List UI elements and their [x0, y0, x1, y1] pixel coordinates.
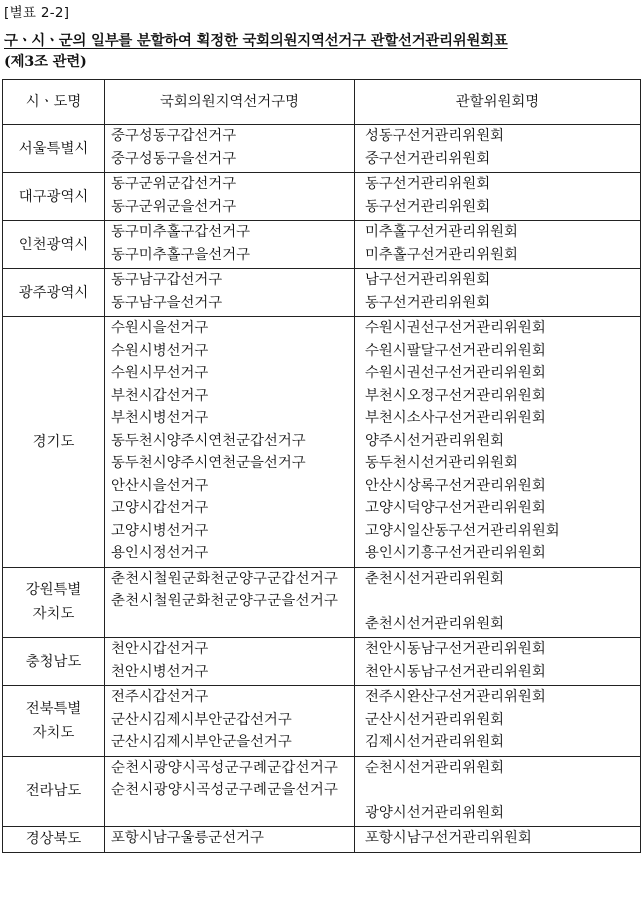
committee-name: 남구선거관리위원회	[365, 272, 491, 288]
committee-name: 포항시남구선거관리위원회	[365, 830, 532, 846]
committee-cell	[355, 638, 641, 686]
district-name: 동두천시양주시연천군을선거구	[111, 455, 306, 471]
committee-name: 동구선거관리위원회	[365, 176, 491, 192]
committee-name: 천안시동남구선거관리위원회	[365, 641, 546, 657]
committee-cell	[355, 827, 641, 853]
district-committee-table	[2, 79, 641, 853]
district-name: 부천시갑선거구	[111, 387, 209, 404]
district-name: 천안시갑선거구	[111, 641, 209, 657]
region-cell: 전라남도	[3, 756, 105, 827]
district-cell	[105, 567, 355, 638]
committee-name: 춘천시선거관리위원회	[365, 615, 505, 632]
district-name: 고양시갑선거구	[111, 500, 209, 516]
header-district: 국회의원지역선거구명	[105, 80, 355, 125]
district-cell	[105, 173, 355, 221]
header-province: 시ㆍ도명	[3, 80, 105, 125]
region-cell	[3, 686, 105, 757]
committee-name: 동구선거관리위원회	[365, 294, 491, 311]
region-name-line: 강원특별	[25, 582, 82, 599]
table-row	[3, 567, 641, 638]
district-name: 천안시병선거구	[111, 663, 209, 680]
committee-name: 성동구선거관리위원회	[365, 128, 505, 144]
committee-cell	[355, 756, 641, 827]
district-name: 중구성동구을선거구	[111, 150, 237, 167]
region-name-line: 자치도	[32, 724, 75, 741]
table-row	[3, 269, 641, 317]
committee-gap	[365, 590, 640, 613]
table-row	[3, 756, 641, 827]
table-row	[3, 827, 641, 853]
committee-name: 고양시덕양구선거관리위원회	[365, 500, 546, 516]
committee-name: 수원시팔달구선거관리위원회	[365, 342, 546, 359]
district-cell	[105, 221, 355, 269]
table-row	[3, 317, 641, 568]
committee-name: 동구선거관리위원회	[365, 198, 491, 215]
district-cell	[105, 638, 355, 686]
committee-gap	[365, 779, 640, 802]
committee-name: 춘천시선거관리위원회	[365, 570, 505, 587]
document-title: 구ㆍ시ㆍ군의 일부를 분할하여 획정한 국회의원지역선거구 관할선거관리위원회표	[4, 32, 508, 49]
district-name: 동구미추홀구갑선거구	[111, 224, 251, 240]
committee-cell	[355, 567, 641, 638]
committee-name: 수원시권선구선거관리위원회	[365, 320, 546, 336]
district-name: 순천시광양시곡성군구례군을선거구	[111, 782, 339, 798]
district-name: 군산시김제시부안군을선거구	[111, 734, 292, 750]
district-name: 수원시병선거구	[111, 342, 209, 359]
district-name: 동구남구을선거구	[111, 294, 223, 311]
committee-name: 천안시동남구선거관리위원회	[365, 663, 546, 680]
district-name: 춘천시철원군화천군양구군을선거구	[111, 593, 339, 609]
region-cell: 대구광역시	[3, 173, 105, 221]
header-committee: 관할위원회명	[355, 80, 641, 125]
committee-name: 중구선거관리위원회	[365, 150, 491, 167]
district-name: 포항시남구울릉군선거구	[111, 830, 264, 846]
region-cell: 인천광역시	[3, 221, 105, 269]
committee-name: 광양시선거관리위원회	[365, 804, 505, 821]
table-row	[3, 221, 641, 269]
district-name: 수원시을선거구	[111, 320, 209, 336]
region-cell: 광주광역시	[3, 269, 105, 317]
district-name: 동두천시양주시연천군갑선거구	[111, 432, 306, 449]
district-name: 고양시병선거구	[111, 522, 209, 539]
committee-cell	[355, 317, 641, 568]
district-cell	[105, 125, 355, 173]
district-cell	[105, 686, 355, 757]
committee-name: 양주시선거관리위원회	[365, 432, 505, 449]
region-cell: 충청남도	[3, 638, 105, 686]
district-cell	[105, 317, 355, 568]
document-subtitle: (제3조 관련)	[4, 53, 87, 70]
district-name: 동구군위군을선거구	[111, 198, 237, 215]
committee-cell	[355, 686, 641, 757]
district-name: 동구남구갑선거구	[111, 272, 223, 288]
committee-name: 부천시소사구선거관리위원회	[365, 410, 546, 426]
region-cell: 경기도	[3, 317, 105, 568]
committee-name: 순천시선거관리위원회	[365, 759, 505, 776]
district-name: 부천시병선거구	[111, 410, 209, 426]
table-header-row	[3, 80, 641, 125]
district-name: 군산시김제시부안군갑선거구	[111, 711, 292, 728]
region-name-line: 전북특별	[25, 700, 82, 717]
region-cell	[3, 567, 105, 638]
district-name: 중구성동구갑선거구	[111, 128, 237, 144]
district-name: 동구미추홀구을선거구	[111, 246, 251, 263]
district-cell	[105, 269, 355, 317]
table-row	[3, 638, 641, 686]
region-cell: 경상북도	[3, 827, 105, 853]
district-name: 동구군위군갑선거구	[111, 176, 237, 192]
committee-name: 미추홀구선거관리위원회	[365, 224, 518, 240]
committee-name: 군산시선거관리위원회	[365, 711, 505, 728]
district-name: 안산시을선거구	[111, 477, 209, 494]
table-row	[3, 173, 641, 221]
committee-name: 동두천시선거관리위원회	[365, 455, 518, 471]
committee-cell	[355, 269, 641, 317]
committee-name: 수원시권선구선거관리위원회	[365, 365, 546, 381]
annex-number: [별표 2-2]	[4, 5, 70, 21]
district-cell	[105, 827, 355, 853]
district-cell	[105, 756, 355, 827]
committee-cell	[355, 173, 641, 221]
committee-name: 전주시완산구선거관리위원회	[365, 689, 546, 705]
committee-name: 미추홀구선거관리위원회	[365, 246, 518, 263]
district-name: 수원시무선거구	[111, 365, 209, 381]
region-cell: 서울특별시	[3, 125, 105, 173]
district-name: 용인시정선거구	[111, 545, 209, 561]
district-name: 춘천시철원군화천군양구군갑선거구	[111, 570, 339, 587]
region-name-line: 자치도	[32, 606, 75, 623]
district-name: 전주시갑선거구	[111, 689, 209, 705]
committee-name: 김제시선거관리위원회	[365, 734, 505, 750]
table-row	[3, 686, 641, 757]
committee-name: 용인시기흥구선거관리위원회	[365, 545, 546, 561]
committee-cell	[355, 125, 641, 173]
committee-name: 고양시일산동구선거관리위원회	[365, 522, 560, 539]
district-name: 순천시광양시곡성군구례군갑선거구	[111, 759, 339, 776]
committee-name: 안산시상록구선거관리위원회	[365, 477, 546, 494]
table-row	[3, 125, 641, 173]
committee-name: 부천시오정구선거관리위원회	[365, 387, 546, 404]
committee-cell	[355, 221, 641, 269]
